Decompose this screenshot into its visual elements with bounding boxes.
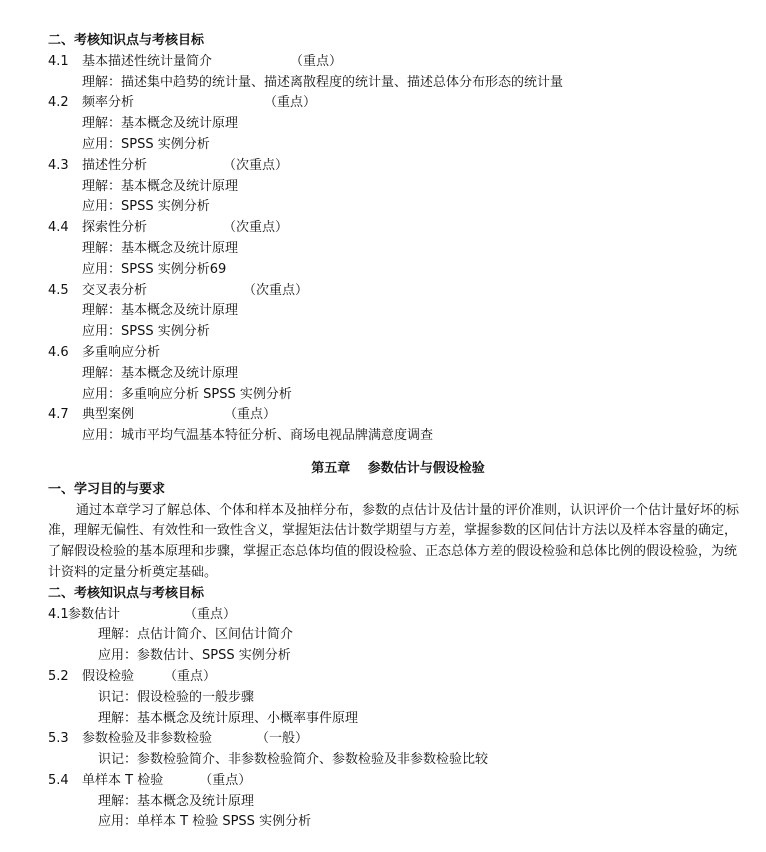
item-title: [0, 343, 766, 364]
item-name: 基本描述性统计量简介: [82, 53, 213, 69]
item-name: 探索性分析: [82, 220, 148, 236]
item-detail: 理解：基本概念及统计原理: [82, 178, 239, 194]
item-name: 参数估计: [68, 606, 121, 622]
importance-tag: （重点）: [224, 407, 277, 423]
item-title: [0, 667, 766, 688]
item-detail: 识记：假设检验的一般步骤: [98, 689, 255, 705]
item-detail: 识记：参数检验简介、非参数检验简介、参数检验及非参数检验比较: [98, 752, 489, 768]
item-title: [0, 771, 766, 792]
item-detail: 应用：城市平均气温基本特征分析、商场电视品牌满意度调查: [82, 428, 434, 444]
item-title: [0, 405, 766, 426]
item-detail: 应用：SPSS 实例分析69: [82, 261, 227, 277]
item-title: [0, 281, 766, 302]
item-number: 5.4: [48, 772, 69, 788]
item-detail: 理解：基本概念及统计原理、小概率事件原理: [98, 710, 359, 726]
item-detail: 应用：SPSS 实例分析: [82, 199, 210, 215]
item-name: 假设检验: [82, 668, 135, 684]
item-number: 4.3: [48, 157, 69, 173]
item-detail: 理解：描述集中趋势的统计量、描述离散程度的统计量、描述总体分布形态的统计量: [82, 74, 564, 90]
item-detail: 理解：基本概念及统计原理: [82, 116, 239, 132]
importance-tag: （重点）: [264, 95, 317, 111]
item-detail: 理解：基本概念及统计原理: [82, 365, 239, 381]
item-number: 4.7: [48, 407, 69, 423]
item-detail: 应用：SPSS 实例分析: [82, 324, 210, 340]
importance-tag: （次重点）: [223, 220, 289, 236]
item-number: 4.4: [48, 220, 69, 236]
item-detail: 理解：基本概念及统计原理: [82, 240, 239, 256]
item-title: [0, 218, 766, 239]
item-detail: 应用：SPSS 实例分析: [82, 136, 210, 152]
item-number: 4.2: [48, 95, 69, 111]
importance-tag: （次重点）: [243, 282, 309, 298]
item-number: 5.3: [48, 731, 69, 747]
item-name: 频率分析: [82, 95, 135, 111]
item-title: [0, 729, 766, 750]
item-detail: 应用：参数估计、SPSS 实例分析: [98, 648, 291, 664]
item-title: [0, 52, 766, 73]
item-title: [0, 93, 766, 114]
importance-tag: （一般）: [256, 731, 309, 747]
item-detail: 应用：多重响应分析 SPSS 实例分析: [82, 386, 292, 402]
item-detail: 理解：基本概念及统计原理: [82, 303, 239, 319]
importance-tag: （重点）: [290, 53, 343, 69]
importance-tag: （重点）: [184, 606, 237, 622]
item-detail: 应用：单样本 T 检验 SPSS 实例分析: [98, 814, 312, 830]
importance-tag: （重点）: [164, 668, 217, 684]
item-name: 典型案例: [82, 407, 135, 423]
item-name: 单样本 T 检验: [82, 772, 164, 788]
item-name: 多重响应分析: [82, 344, 161, 360]
item-name: 交叉表分析: [82, 282, 148, 298]
section-heading: 二、考核知识点与考核目标: [48, 585, 205, 601]
item-name: 参数检验及非参数检验: [82, 731, 213, 747]
item-title: [0, 156, 766, 177]
importance-tag: （次重点）: [223, 157, 289, 173]
section-heading: 一、学习目的与要求: [48, 481, 166, 497]
item-number: 4.6: [48, 344, 69, 360]
goals-paragraph: 通过本章学习了解总体、个体和样本及抽样分布，参数的点估计及估计量的评价准则，认识评价一个估计量好坏的标准，理解无偏性、有效性和一致性含义，掌握矩法估计数学期望与方差，掌握参数的区间估计方法以及样本容量的确定，了解假设检验的基本原理和步骤，掌握正态总体均值的假设检验、正态总体方差的假设检验和总体比例的假设检验，为统计资料的定量分析奠定基础。: [48, 502, 740, 580]
item-name: 描述性分析: [82, 157, 148, 173]
importance-tag: （重点）: [199, 772, 252, 788]
item-number: 4.5: [48, 282, 69, 298]
document: [0, 31, 766, 833]
item-title: [0, 605, 766, 626]
item-detail: 理解：基本概念及统计原理: [98, 793, 255, 809]
item-number: 4.1: [48, 606, 69, 622]
chapter-title: 第五章 参数估计与假设检验: [311, 460, 485, 476]
item-detail: 理解：点估计简介、区间估计简介: [98, 627, 294, 643]
item-number: 4.1: [48, 53, 69, 69]
item-number: 5.2: [48, 668, 69, 684]
section-heading: 二、考核知识点与考核目标: [48, 33, 205, 48]
